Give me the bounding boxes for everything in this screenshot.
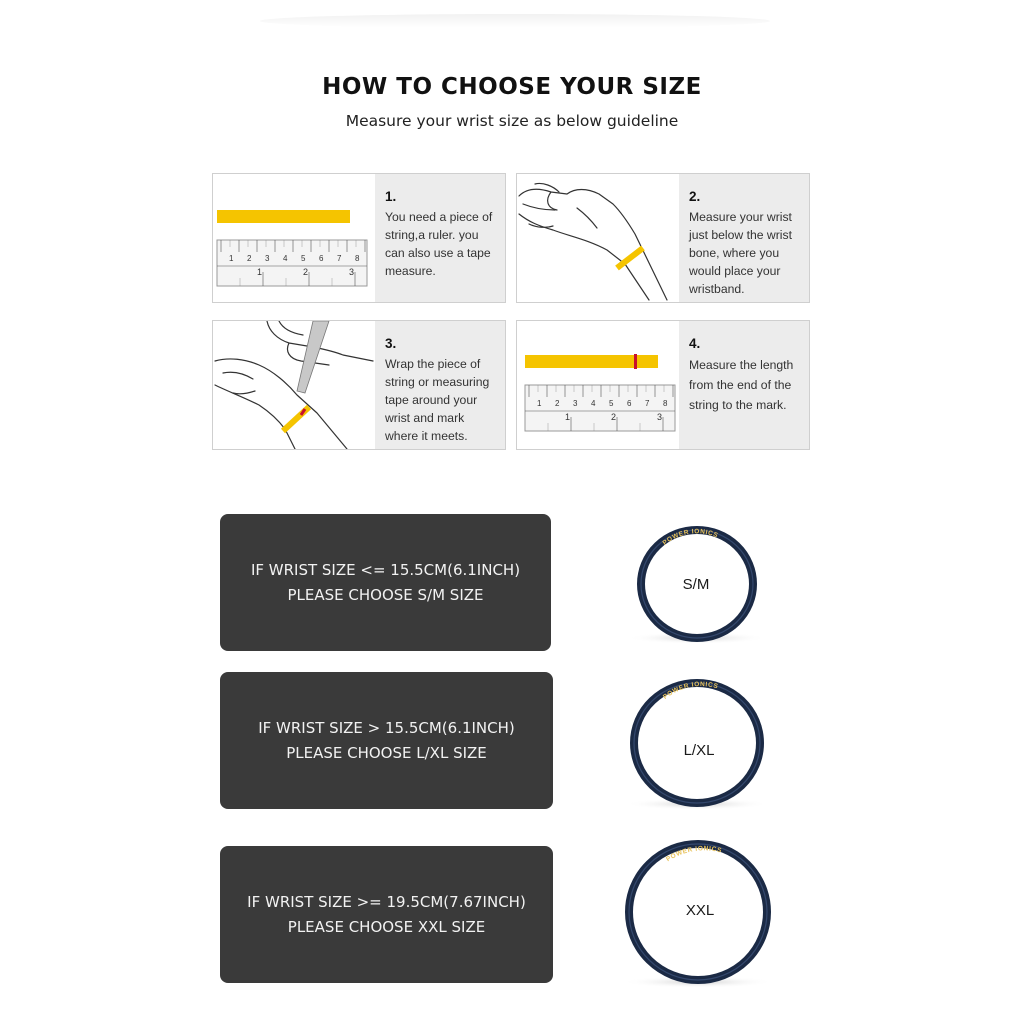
string-and-ruler-icon: [213, 174, 375, 302]
wrist-measure-icon: [517, 174, 679, 302]
step-1-text: [375, 174, 505, 302]
red-mark: [634, 354, 637, 369]
step-2-illustration: [517, 174, 679, 302]
svg-text:2: 2: [555, 399, 560, 408]
step-description: Measure the length from the end of the string to the mark.: [689, 358, 794, 412]
svg-text:2: 2: [247, 254, 252, 263]
band-size-label: S/M: [682, 576, 710, 593]
size-rule-choice: PLEASE CHOOSE L/XL SIZE: [286, 743, 487, 762]
step-number: 2.: [689, 189, 701, 204]
step-description: Measure your wrist just below the wrist bone, where you would place your wristband.: [689, 210, 792, 296]
yellow-string: [525, 355, 658, 368]
step-card-4: [516, 320, 810, 450]
wrap-wrist-icon: [213, 321, 375, 449]
step-card-3: [212, 320, 506, 450]
svg-text:3: 3: [573, 399, 578, 408]
yellow-string: [217, 210, 350, 223]
svg-text:POWER IONICS: POWER IONICS: [665, 845, 723, 864]
svg-text:1: 1: [229, 254, 234, 263]
size-rule-choice: PLEASE CHOOSE XXL SIZE: [287, 917, 486, 936]
step-4-text: [679, 321, 809, 449]
svg-text:7: 7: [337, 254, 342, 263]
pen-icon: [297, 321, 329, 393]
size-rule-lxl: [220, 672, 553, 809]
step-3-illustration: [213, 321, 375, 449]
size-rule-choice: PLEASE CHOOSE S/M SIZE: [287, 585, 484, 604]
step-description: You need a piece of string,a ruler. you can also use a tape measure.: [385, 210, 493, 278]
svg-text:5: 5: [609, 399, 614, 408]
step-number: 1.: [385, 189, 397, 204]
page-title: HOW TO CHOOSE YOUR SIZE: [322, 74, 702, 100]
page-subtitle: Measure your wrist size as below guideline: [345, 112, 679, 130]
step-2-text: [679, 174, 809, 302]
step-card-1: [212, 173, 506, 303]
svg-text:6: 6: [319, 254, 324, 263]
svg-text:5: 5: [301, 254, 306, 263]
step-number: 4.: [689, 336, 701, 351]
svg-text:3: 3: [265, 254, 270, 263]
band-size-label: L/XL: [683, 742, 715, 759]
step-card-2: [516, 173, 810, 303]
svg-text:7: 7: [645, 399, 650, 408]
step-4-illustration: [517, 321, 679, 449]
svg-text:1: 1: [257, 267, 263, 277]
step-description: Wrap the piece of string or measuring tape around your wrist and mark where it meets.: [385, 357, 490, 443]
ruler-icon: [525, 385, 675, 431]
svg-text:3: 3: [349, 267, 355, 277]
top-shadow: [260, 14, 770, 28]
svg-text:POWER IONICS: POWER IONICS: [661, 681, 720, 701]
size-rule-condition: IF WRIST SIZE >= 19.5CM(7.67INCH): [247, 892, 526, 911]
svg-text:1: 1: [537, 399, 542, 408]
band-size-label: XXL: [685, 902, 715, 919]
svg-text:2: 2: [611, 412, 617, 422]
ruler-icon: [217, 240, 367, 286]
svg-text:8: 8: [355, 254, 360, 263]
svg-text:8: 8: [663, 399, 668, 408]
string-ruler-mark-icon: [517, 321, 679, 449]
svg-text:2: 2: [303, 267, 309, 277]
svg-text:6: 6: [627, 399, 632, 408]
size-rule-condition: IF WRIST SIZE <= 15.5CM(6.1INCH): [250, 560, 521, 579]
step-3-text: [375, 321, 505, 449]
size-rule-xxl: [220, 846, 553, 983]
yellow-wrist-band: [617, 248, 643, 268]
svg-text:4: 4: [283, 254, 288, 263]
step-1-illustration: [213, 174, 375, 302]
size-rule-sm: [220, 514, 551, 651]
svg-text:4: 4: [591, 399, 596, 408]
svg-text:1: 1: [565, 412, 571, 422]
step-number: 3.: [385, 336, 397, 351]
svg-text:POWER IONICS: POWER IONICS: [661, 528, 720, 547]
size-rule-condition: IF WRIST SIZE > 15.5CM(6.1INCH): [258, 718, 515, 737]
svg-text:3: 3: [657, 412, 663, 422]
